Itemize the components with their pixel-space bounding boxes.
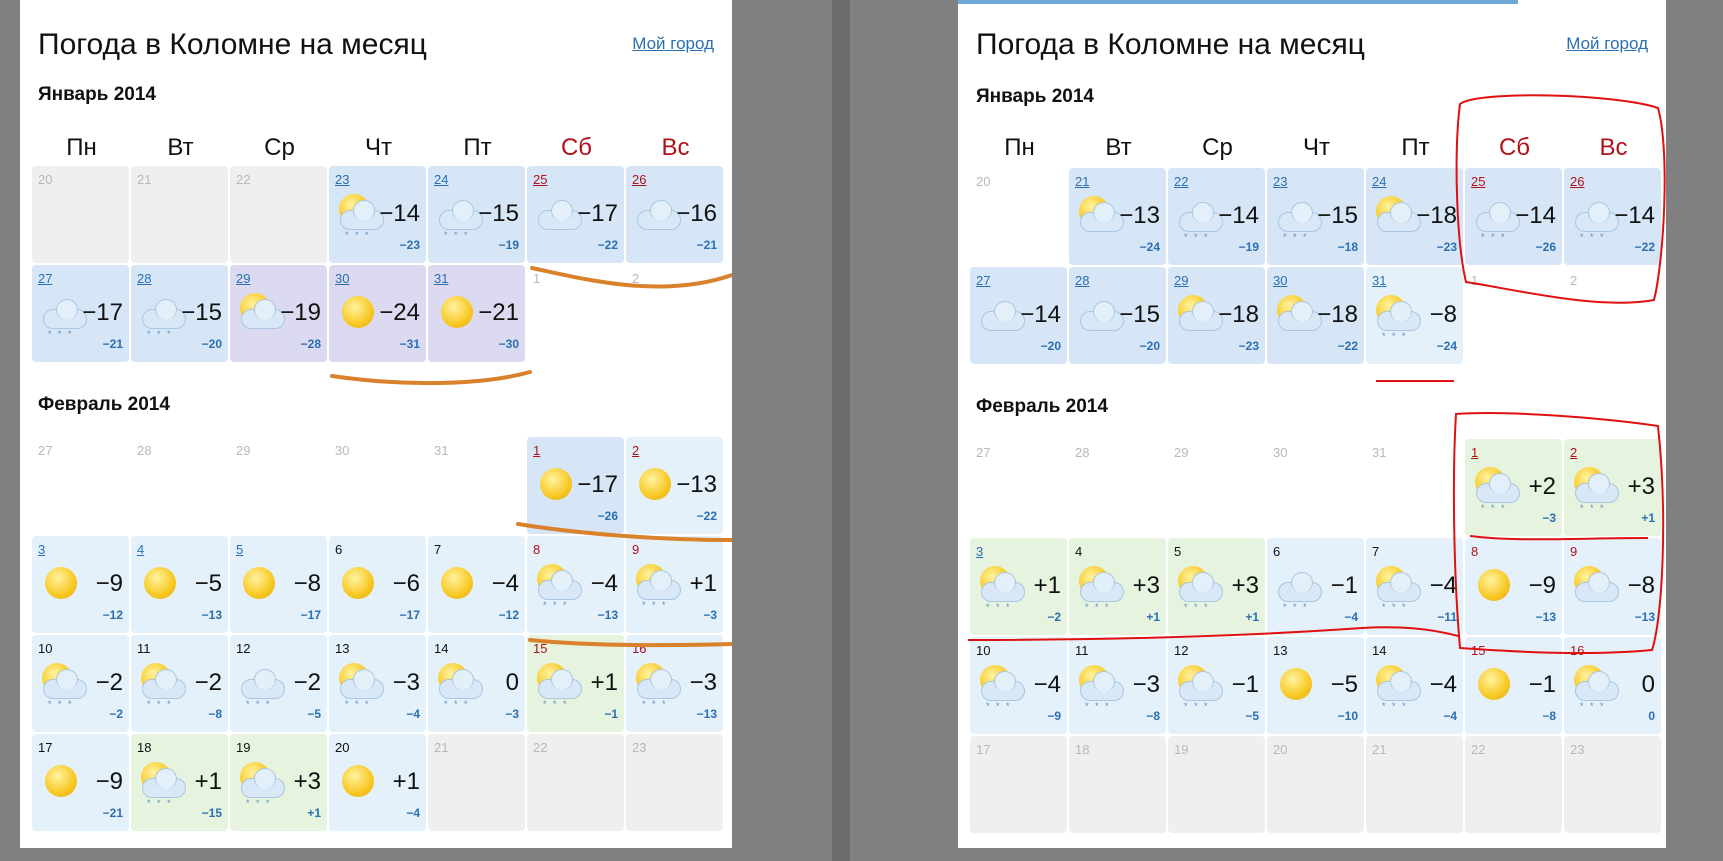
weekday-header: Сб bbox=[560, 134, 593, 161]
day-number: 1 bbox=[533, 443, 541, 458]
snowflakes-shape: * * * bbox=[147, 699, 173, 709]
day-number: 22 bbox=[236, 172, 251, 187]
day-high-temp: −14 bbox=[1515, 202, 1556, 229]
page-title: Погода в Коломне на месяц bbox=[976, 28, 1365, 61]
day-number: 24 bbox=[434, 172, 449, 187]
night-low-temp: −13 bbox=[1535, 610, 1556, 624]
snowflakes-shape: * * * bbox=[1382, 602, 1408, 612]
day-number: 26 bbox=[1570, 174, 1585, 189]
day-high-temp: +3 bbox=[293, 768, 321, 795]
day-number: 25 bbox=[533, 172, 548, 187]
day-high-temp: 0 bbox=[505, 669, 519, 696]
day-number: 28 bbox=[137, 443, 152, 458]
day-number: 16 bbox=[632, 641, 647, 656]
snowflakes-shape: * * * bbox=[246, 699, 272, 709]
night-low-temp: −11 bbox=[1437, 610, 1457, 624]
day-number: 12 bbox=[1174, 643, 1189, 658]
day-high-temp: −8 bbox=[1429, 301, 1457, 328]
day-number: 30 bbox=[1273, 273, 1288, 288]
day-number: 2 bbox=[1570, 273, 1578, 288]
day-high-temp: −18 bbox=[1317, 301, 1358, 328]
snowflakes-shape: * * * bbox=[345, 699, 371, 709]
day-high-temp: +1 bbox=[194, 768, 222, 795]
night-low-temp: −23 bbox=[1436, 240, 1457, 254]
day-high-temp: −9 bbox=[95, 768, 123, 795]
day-high-temp: +1 bbox=[392, 768, 420, 795]
day-number: 24 bbox=[1372, 174, 1387, 189]
day-number: 20 bbox=[38, 172, 53, 187]
day-number: 31 bbox=[1372, 445, 1387, 460]
day-high-temp: −4 bbox=[1429, 572, 1457, 599]
day-number: 8 bbox=[533, 542, 541, 557]
day-number: 6 bbox=[335, 542, 343, 557]
day-number: 9 bbox=[632, 542, 640, 557]
day-high-temp: −2 bbox=[95, 669, 123, 696]
day-high-temp: −15 bbox=[181, 299, 222, 326]
day-number: 10 bbox=[38, 641, 53, 656]
month-title: Февраль 2014 bbox=[976, 396, 1108, 417]
day-number: 30 bbox=[335, 271, 350, 286]
day-high-temp: 0 bbox=[1641, 671, 1655, 698]
day-number: 1 bbox=[1471, 445, 1479, 460]
night-low-temp: −22 bbox=[696, 509, 717, 523]
snowflakes-shape: * * * bbox=[1184, 701, 1210, 711]
night-low-temp: −26 bbox=[597, 509, 618, 523]
day-high-temp: +3 bbox=[1627, 473, 1655, 500]
day-high-temp: −14 bbox=[1218, 202, 1259, 229]
day-number: 29 bbox=[236, 271, 251, 286]
day-high-temp: −4 bbox=[1429, 671, 1457, 698]
night-low-temp: −22 bbox=[597, 238, 618, 252]
day-number: 22 bbox=[1174, 174, 1189, 189]
day-number: 11 bbox=[137, 641, 151, 656]
night-low-temp: +1 bbox=[1245, 610, 1259, 624]
night-low-temp: +1 bbox=[307, 806, 321, 820]
day-high-temp: +3 bbox=[1132, 572, 1160, 599]
snowflakes-shape: * * * bbox=[1382, 331, 1408, 341]
night-low-temp: +1 bbox=[1146, 610, 1160, 624]
day-number: 13 bbox=[335, 641, 350, 656]
night-low-temp: −8 bbox=[1146, 709, 1160, 723]
day-number: 20 bbox=[335, 740, 350, 755]
day-number: 14 bbox=[434, 641, 449, 656]
day-high-temp: −1 bbox=[1528, 671, 1556, 698]
month-title: Январь 2014 bbox=[38, 84, 156, 105]
day-number: 23 bbox=[1273, 174, 1288, 189]
day-number: 5 bbox=[1174, 544, 1182, 559]
weekday-header: Пт bbox=[463, 134, 492, 161]
weekday-header: Пн bbox=[1004, 134, 1035, 161]
snowflakes-shape: * * * bbox=[1481, 503, 1507, 513]
night-low-temp: −28 bbox=[300, 337, 321, 351]
night-low-temp: −5 bbox=[1245, 709, 1259, 723]
day-number: 19 bbox=[1174, 742, 1189, 757]
night-low-temp: −20 bbox=[1139, 339, 1160, 353]
night-low-temp: −3 bbox=[703, 608, 717, 622]
day-high-temp: −13 bbox=[1119, 202, 1160, 229]
snowflakes-shape: * * * bbox=[345, 230, 371, 240]
day-number: 4 bbox=[1075, 544, 1083, 559]
page-title: Погода в Коломне на месяц bbox=[38, 28, 427, 61]
day-number: 30 bbox=[1273, 445, 1288, 460]
annotation-layer bbox=[20, 0, 732, 848]
night-low-temp: −17 bbox=[399, 608, 420, 622]
day-number: 2 bbox=[632, 271, 640, 286]
weekday-header: Пт bbox=[1401, 134, 1430, 161]
day-number: 6 bbox=[1273, 544, 1281, 559]
day-number: 20 bbox=[976, 174, 991, 189]
day-number: 7 bbox=[434, 542, 442, 557]
day-high-temp: −3 bbox=[392, 669, 420, 696]
day-number: 3 bbox=[976, 544, 984, 559]
day-number: 16 bbox=[1570, 643, 1585, 658]
night-low-temp: −5 bbox=[307, 707, 321, 721]
annotation-layer bbox=[958, 0, 1666, 848]
day-number: 22 bbox=[533, 740, 548, 755]
my-city-link[interactable]: Мой город bbox=[1566, 34, 1648, 53]
night-low-temp: −20 bbox=[201, 337, 222, 351]
day-number: 28 bbox=[137, 271, 152, 286]
day-number: 4 bbox=[137, 542, 145, 557]
night-low-temp: −26 bbox=[1535, 240, 1556, 254]
day-high-temp: −1 bbox=[1231, 671, 1259, 698]
day-number: 8 bbox=[1471, 544, 1479, 559]
snowflakes-shape: * * * bbox=[1085, 701, 1111, 711]
night-low-temp: −19 bbox=[1238, 240, 1259, 254]
day-number: 23 bbox=[632, 740, 647, 755]
night-low-temp: −20 bbox=[1040, 339, 1061, 353]
night-low-temp: −12 bbox=[498, 608, 519, 622]
night-low-temp: −3 bbox=[505, 707, 519, 721]
night-low-temp: −21 bbox=[102, 337, 123, 351]
day-high-temp: −15 bbox=[478, 200, 519, 227]
snowflakes-shape: * * * bbox=[1283, 232, 1309, 242]
day-high-temp: −16 bbox=[676, 200, 717, 227]
night-low-temp: −21 bbox=[696, 238, 717, 252]
night-low-temp: −3 bbox=[1542, 511, 1556, 525]
month-title: Январь 2014 bbox=[976, 86, 1094, 107]
day-number: 15 bbox=[533, 641, 548, 656]
forecast-panel-right bbox=[958, 0, 1666, 848]
day-number: 12 bbox=[236, 641, 251, 656]
night-low-temp: −24 bbox=[1436, 339, 1457, 353]
night-low-temp: −9 bbox=[1047, 709, 1061, 723]
day-high-temp: −9 bbox=[95, 570, 123, 597]
snowflakes-shape: * * * bbox=[986, 602, 1012, 612]
weekday-header: Вс bbox=[661, 134, 690, 161]
day-high-temp: +2 bbox=[1528, 473, 1556, 500]
day-high-temp: −13 bbox=[676, 471, 717, 498]
red-underline bbox=[968, 627, 1458, 640]
snowflakes-shape: * * * bbox=[147, 798, 173, 808]
day-high-temp: −15 bbox=[1119, 301, 1160, 328]
night-low-temp: −4 bbox=[406, 707, 420, 721]
day-number: 3 bbox=[38, 542, 46, 557]
day-high-temp: −15 bbox=[1317, 202, 1358, 229]
red-circle-weekend-jan bbox=[1457, 95, 1665, 302]
snowflakes-shape: * * * bbox=[246, 798, 272, 808]
snowflakes-shape: * * * bbox=[147, 329, 173, 339]
snowflakes-shape: * * * bbox=[1085, 602, 1111, 612]
forecast-panel-left bbox=[20, 0, 732, 848]
night-low-temp: −2 bbox=[1047, 610, 1061, 624]
day-high-temp: −8 bbox=[293, 570, 321, 597]
day-number: 7 bbox=[1372, 544, 1380, 559]
orange-underline bbox=[532, 268, 732, 287]
day-number: 1 bbox=[1471, 273, 1479, 288]
day-number: 31 bbox=[434, 271, 449, 286]
day-number: 5 bbox=[236, 542, 244, 557]
day-high-temp: −4 bbox=[590, 570, 618, 597]
snowflakes-shape: * * * bbox=[1184, 602, 1210, 612]
day-high-temp: −24 bbox=[379, 299, 420, 326]
weekday-header: Вт bbox=[167, 134, 194, 161]
day-number: 21 bbox=[1372, 742, 1387, 757]
day-number: 21 bbox=[137, 172, 152, 187]
snowflakes-shape: * * * bbox=[1580, 232, 1606, 242]
night-low-temp: −15 bbox=[201, 806, 222, 820]
night-low-temp: −8 bbox=[1542, 709, 1556, 723]
day-high-temp: +1 bbox=[1033, 572, 1061, 599]
day-high-temp: −2 bbox=[293, 669, 321, 696]
day-number: 28 bbox=[1075, 445, 1090, 460]
snowflakes-shape: * * * bbox=[1580, 503, 1606, 513]
weekday-header: Чт bbox=[1303, 134, 1330, 161]
night-low-temp: −1 bbox=[604, 707, 618, 721]
night-low-temp: −13 bbox=[1634, 610, 1655, 624]
day-number: 18 bbox=[1075, 742, 1090, 757]
day-number: 9 bbox=[1570, 544, 1578, 559]
night-low-temp: −31 bbox=[399, 337, 420, 351]
day-high-temp: −18 bbox=[1218, 301, 1259, 328]
day-number: 28 bbox=[1075, 273, 1090, 288]
day-number: 11 bbox=[1075, 643, 1089, 658]
night-low-temp: −4 bbox=[1443, 709, 1457, 723]
day-number: 27 bbox=[38, 271, 53, 286]
day-number: 18 bbox=[137, 740, 152, 755]
weekday-header: Ср bbox=[264, 134, 295, 161]
snowflakes-shape: * * * bbox=[543, 600, 569, 610]
day-number: 31 bbox=[1372, 273, 1387, 288]
night-low-temp: −23 bbox=[1238, 339, 1259, 353]
orange-underline bbox=[332, 372, 530, 383]
day-high-temp: −8 bbox=[1627, 572, 1655, 599]
day-high-temp: −5 bbox=[194, 570, 222, 597]
my-city-link[interactable]: Мой город bbox=[632, 34, 714, 53]
day-high-temp: −1 bbox=[1330, 572, 1358, 599]
day-high-temp: −17 bbox=[577, 471, 618, 498]
day-number: 23 bbox=[335, 172, 350, 187]
weekday-header: Ср bbox=[1202, 134, 1233, 161]
night-low-temp: 0 bbox=[1648, 709, 1655, 723]
night-low-temp: −13 bbox=[201, 608, 222, 622]
day-number: 29 bbox=[1174, 273, 1189, 288]
snowflakes-shape: * * * bbox=[1481, 232, 1507, 242]
day-high-temp: −21 bbox=[478, 299, 519, 326]
weekday-header: Вт bbox=[1105, 134, 1132, 161]
night-low-temp: −13 bbox=[696, 707, 717, 721]
snowflakes-shape: * * * bbox=[642, 699, 668, 709]
day-number: 23 bbox=[1570, 742, 1585, 757]
red-underline bbox=[1470, 536, 1648, 539]
night-low-temp: −21 bbox=[102, 806, 123, 820]
day-high-temp: −4 bbox=[1033, 671, 1061, 698]
day-high-temp: −3 bbox=[1132, 671, 1160, 698]
day-high-temp: −19 bbox=[280, 299, 321, 326]
day-high-temp: +1 bbox=[590, 669, 618, 696]
snowflakes-shape: * * * bbox=[642, 600, 668, 610]
screenshot-separator bbox=[832, 0, 850, 861]
day-number: 17 bbox=[976, 742, 991, 757]
day-number: 21 bbox=[1075, 174, 1090, 189]
night-low-temp: −18 bbox=[1337, 240, 1358, 254]
day-high-temp: +3 bbox=[1231, 572, 1259, 599]
night-low-temp: +1 bbox=[1641, 511, 1655, 525]
day-number: 19 bbox=[236, 740, 251, 755]
snowflakes-shape: * * * bbox=[48, 329, 74, 339]
snowflakes-shape: * * * bbox=[1580, 701, 1606, 711]
day-number: 27 bbox=[976, 445, 991, 460]
day-number: 21 bbox=[434, 740, 449, 755]
day-number: 30 bbox=[335, 443, 350, 458]
red-circle-weekend-feb bbox=[1454, 413, 1663, 653]
night-low-temp: −30 bbox=[498, 337, 519, 351]
day-number: 26 bbox=[632, 172, 647, 187]
day-number: 13 bbox=[1273, 643, 1288, 658]
weekday-header: Чт bbox=[365, 134, 392, 161]
day-high-temp: −2 bbox=[194, 669, 222, 696]
night-low-temp: −22 bbox=[1337, 339, 1358, 353]
snowflakes-shape: * * * bbox=[986, 701, 1012, 711]
night-low-temp: −8 bbox=[208, 707, 222, 721]
night-low-temp: −22 bbox=[1634, 240, 1655, 254]
day-high-temp: −14 bbox=[1020, 301, 1061, 328]
snowflakes-shape: * * * bbox=[543, 699, 569, 709]
night-low-temp: −10 bbox=[1337, 709, 1358, 723]
day-number: 15 bbox=[1471, 643, 1486, 658]
day-number: 31 bbox=[434, 443, 449, 458]
day-high-temp: −14 bbox=[1614, 202, 1655, 229]
night-low-temp: −13 bbox=[597, 608, 618, 622]
orange-underline bbox=[530, 640, 732, 645]
night-low-temp: −23 bbox=[399, 238, 420, 252]
day-high-temp: +1 bbox=[689, 570, 717, 597]
day-number: 29 bbox=[1174, 445, 1189, 460]
day-number: 29 bbox=[236, 443, 251, 458]
day-high-temp: −4 bbox=[491, 570, 519, 597]
day-high-temp: −6 bbox=[392, 570, 420, 597]
snowflakes-shape: * * * bbox=[1184, 232, 1210, 242]
night-low-temp: −24 bbox=[1139, 240, 1160, 254]
day-number: 2 bbox=[1570, 445, 1578, 460]
night-low-temp: −4 bbox=[1344, 610, 1358, 624]
snowflakes-shape: * * * bbox=[1283, 602, 1309, 612]
day-number: 14 bbox=[1372, 643, 1387, 658]
month-title: Февраль 2014 bbox=[38, 394, 170, 415]
day-high-temp: −18 bbox=[1416, 202, 1457, 229]
day-high-temp: −5 bbox=[1330, 671, 1358, 698]
day-high-temp: −9 bbox=[1528, 572, 1556, 599]
day-number: 1 bbox=[533, 271, 541, 286]
weekday-header: Вс bbox=[1599, 134, 1628, 161]
snowflakes-shape: * * * bbox=[444, 699, 470, 709]
night-low-temp: −19 bbox=[498, 238, 519, 252]
weekday-header: Сб bbox=[1498, 134, 1531, 161]
night-low-temp: −12 bbox=[102, 608, 123, 622]
day-number: 27 bbox=[38, 443, 53, 458]
day-high-temp: −14 bbox=[379, 200, 420, 227]
snowflakes-shape: * * * bbox=[48, 699, 74, 709]
day-high-temp: −17 bbox=[82, 299, 123, 326]
day-high-temp: −17 bbox=[577, 200, 618, 227]
night-low-temp: −4 bbox=[406, 806, 420, 820]
snowflakes-shape: * * * bbox=[1382, 701, 1408, 711]
day-number: 27 bbox=[976, 273, 991, 288]
weekday-header: Пн bbox=[66, 134, 97, 161]
day-high-temp: −3 bbox=[689, 669, 717, 696]
day-number: 2 bbox=[632, 443, 640, 458]
day-number: 22 bbox=[1471, 742, 1486, 757]
night-low-temp: −17 bbox=[300, 608, 321, 622]
snowflakes-shape: * * * bbox=[444, 230, 470, 240]
orange-underline bbox=[518, 524, 732, 540]
day-number: 17 bbox=[38, 740, 53, 755]
day-number: 10 bbox=[976, 643, 991, 658]
day-number: 20 bbox=[1273, 742, 1288, 757]
night-low-temp: −2 bbox=[109, 707, 123, 721]
day-number: 25 bbox=[1471, 174, 1486, 189]
